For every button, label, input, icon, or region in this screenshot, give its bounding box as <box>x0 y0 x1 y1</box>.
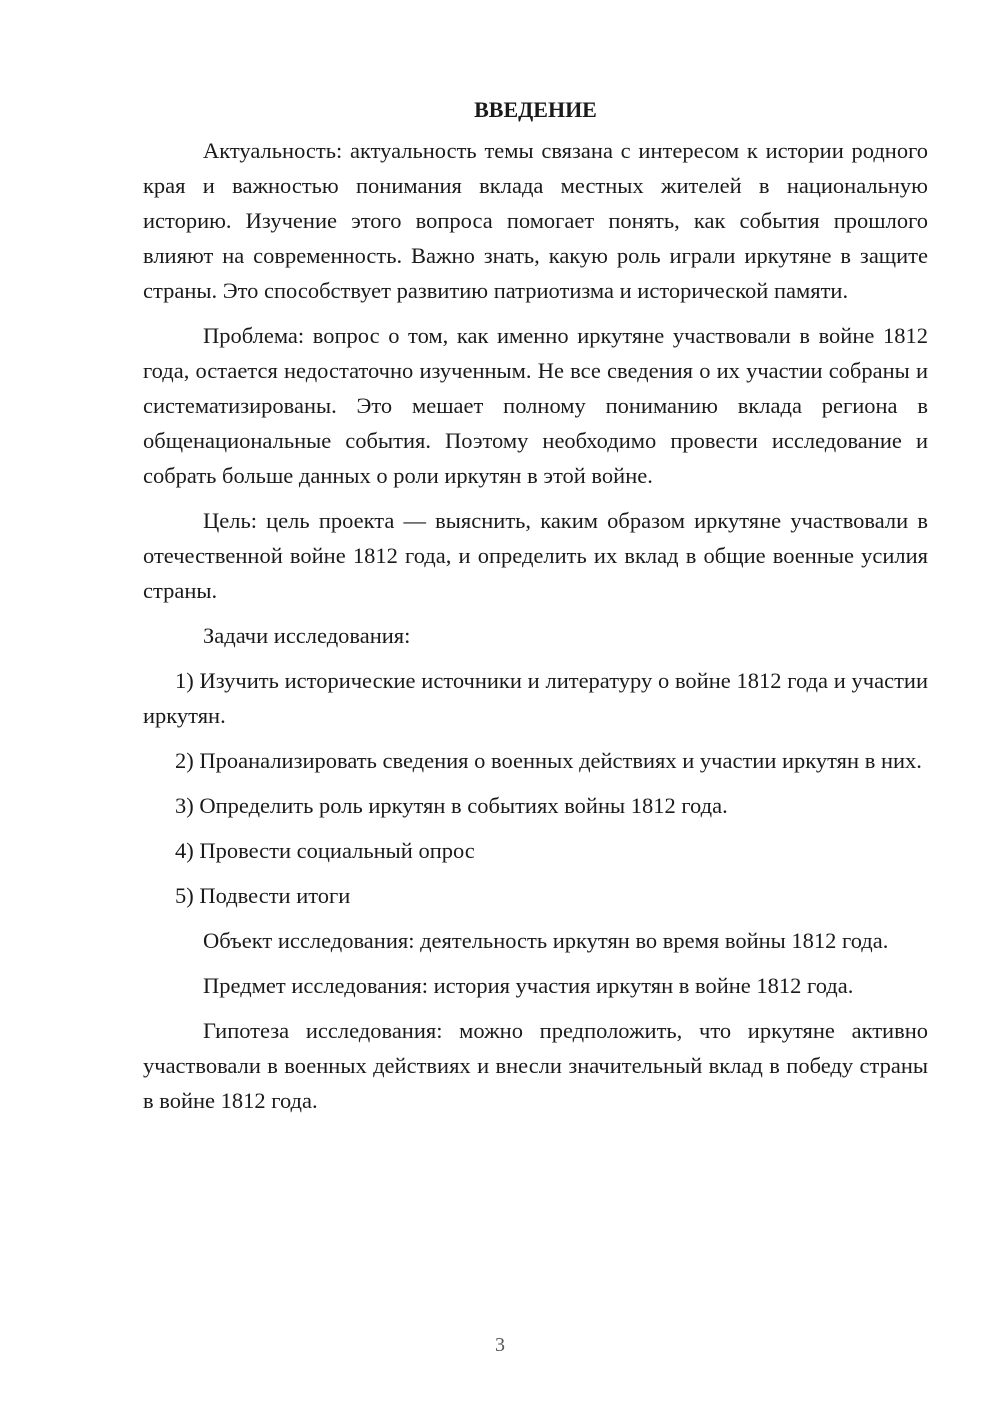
section-title: ВВЕДЕНИЕ <box>474 97 597 122</box>
relevance-paragraph: Актуальность: актуальность темы связана с интересом к истории родного края и важностью понимания вклада местных жителей в национальную историю. Изучение этого вопроса помогает понять, как события прошлого влияют на современность. Важно знать, какую роль играли иркутяне в защите страны. Это способствует развитию патриотизма и исторической памяти. <box>143 138 928 303</box>
task-item-5: 5) Подвести итоги <box>175 883 351 908</box>
object-paragraph: Объект исследования: деятельность иркутян во время войны 1812 года. <box>203 928 889 953</box>
task-item-4: 4) Провести социальный опрос <box>175 838 475 863</box>
problem-paragraph: Проблема: вопрос о том, как именно иркутяне участвовали в войне 1812 года, остается недостаточно изученным. Не все сведения о их участии собраны и систематизированы. Это мешает полному пониманию вклада региона в общенациональные события. Поэтому необходимо провести исследование и собрать больше данных о роли иркутян в этой войне. <box>143 323 928 488</box>
page-number: 3 <box>495 1334 505 1356</box>
tasks-heading: Задачи исследования: <box>203 623 411 648</box>
document-page <box>143 92 928 1128</box>
hypothesis-paragraph: Гипотеза исследования: можно предположить, что иркутяне активно участвовали в военных действиях и внесли значительный вклад в победу страны в войне 1812 года. <box>143 1018 928 1113</box>
goal-paragraph: Цель: цель проекта — выяснить, каким образом иркутяне участвовали в отечественной войне 1812 года, и определить их вклад в общие военные усилия страны. <box>143 508 928 603</box>
task-item-2: 2) Проанализировать сведения о военных действиях и участии иркутян в них. <box>175 748 922 773</box>
task-item-1: 1) Изучить исторические источники и литературу о войне 1812 года и участии иркутян. <box>143 668 928 728</box>
subject-paragraph: Предмет исследования: история участия иркутян в войне 1812 года. <box>203 973 854 998</box>
task-item-3: 3) Определить роль иркутян в событиях войны 1812 года. <box>175 793 728 818</box>
